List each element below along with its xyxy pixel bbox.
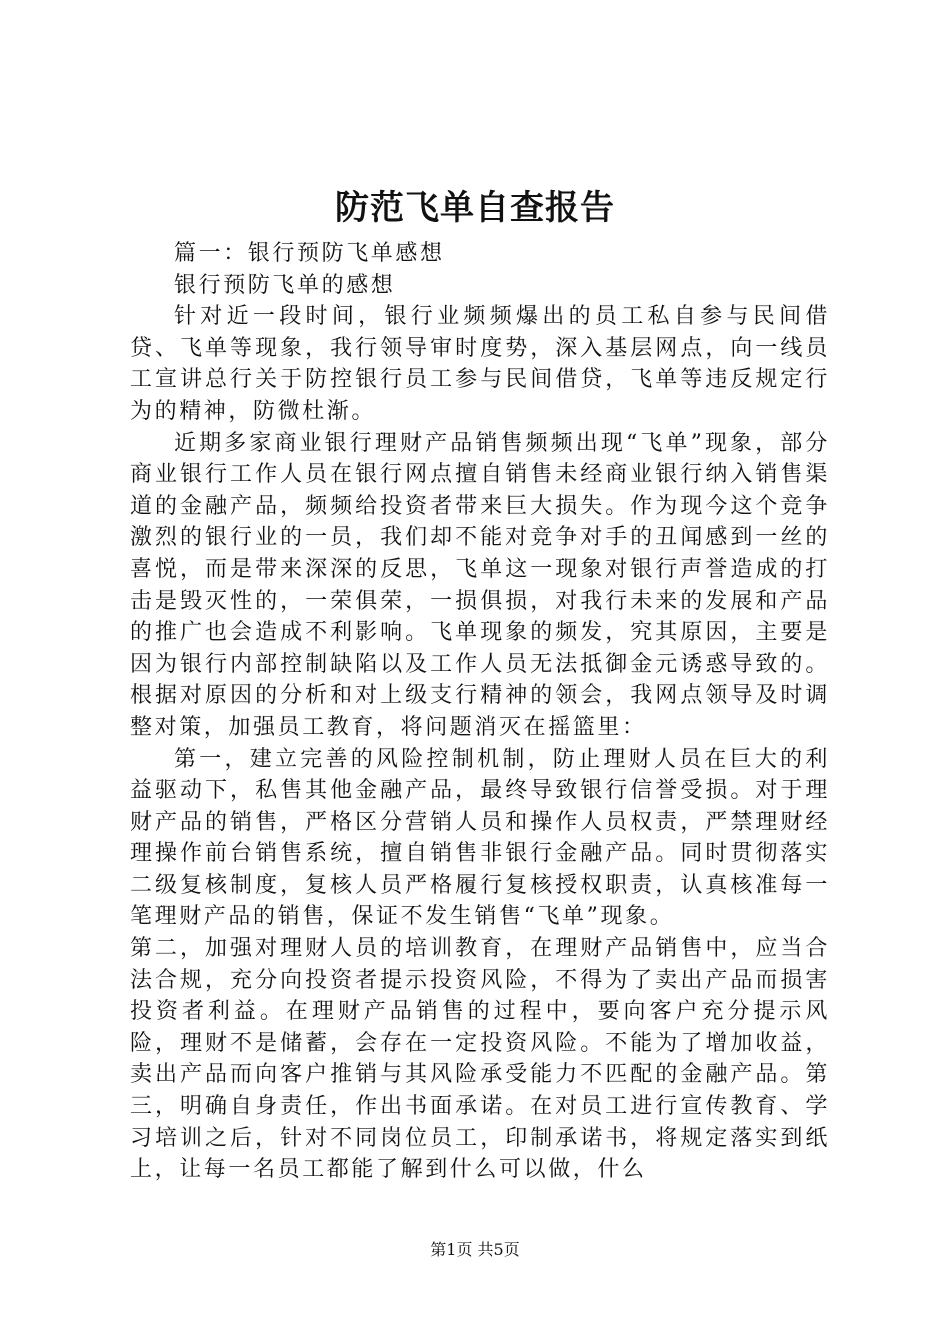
paragraph: 第二，加强对理财人员的培训教育，在理财产品销售中，应当合法合规，充分向投资者提示投资风险，不得为了卖出产品而损害投资者利益。在理财产品销售的过程中，要向客户充分提示风险，理财不是储蓄，会存在一定投资风险。不能为了增加收益，卖出产品而向客户推销与其风险承受能力不匹配的金融产品。第三，明确自身责任，作出书面承诺。在对员工进行宣传教育、学习培训之后，针对不同岗位员工，印制承诺书，将规定落实到纸上，让每一名员工都能了解到什么可以做，什么 — [130, 936, 830, 1183]
paragraph: 近期多家商业银行理财产品销售频频出现“飞单”现象，部分商业银行工作人员在银行网点擅自销售未经商业银行纳入销售渠道的金融产品，频频给投资者带来巨大损失。作为现今这个竞争激烈的银行业的一员，我们却不能对竞争对手的丑闻感到一丝的喜悦，而是带来深深的反思，飞单这一现象对银行声誉造成的打击是毁灭性的，一荣俱荣，一损俱损，对我行未来的发展和产品的推广也会造成不利影响。飞单现象的频发，究其原因，主要是因为银行内部控制缺陷以及工作人员无法抵御金元诱惑导致的。根据对原因的分析和对上级支行精神的领会，我网点领导及时调整对策，加强员工教育，将问题消灭在摇篮里： — [130, 430, 830, 740]
paragraph: 第一，建立完善的风险控制机制，防止理财人员在巨大的利益驱动下，私售其他金融产品，最终导致银行信誉受损。对于理财产品的销售，严格区分营销人员和操作人员权责，严禁理财经理操作前台销售系统，擅自销售非银行金融产品。同时贯彻落实二级复核制度，复核人员严格履行复核授权职责，认真核准每一笔理财产品的销售，保证不发生销售“飞单”现象。 — [130, 746, 830, 930]
paragraph: 针对近一段时间，银行业频频爆出的员工私自参与民间借贷、飞单等现象，我行领导审时度势，深入基层网点，向一线员工宣讲总行关于防控银行员工参与民间借贷，飞单等违反规定行为的精神，防微杜渐。 — [130, 304, 830, 424]
section-heading: 篇一：银行预防飞单感想 — [174, 241, 445, 266]
subsection-heading: 银行预防飞单的感想 — [174, 272, 396, 298]
document-body — [130, 238, 830, 1186]
page-footer: 第1页 共5页 — [430, 1240, 520, 1259]
document-title: 防范飞单自查报告 — [335, 188, 615, 228]
